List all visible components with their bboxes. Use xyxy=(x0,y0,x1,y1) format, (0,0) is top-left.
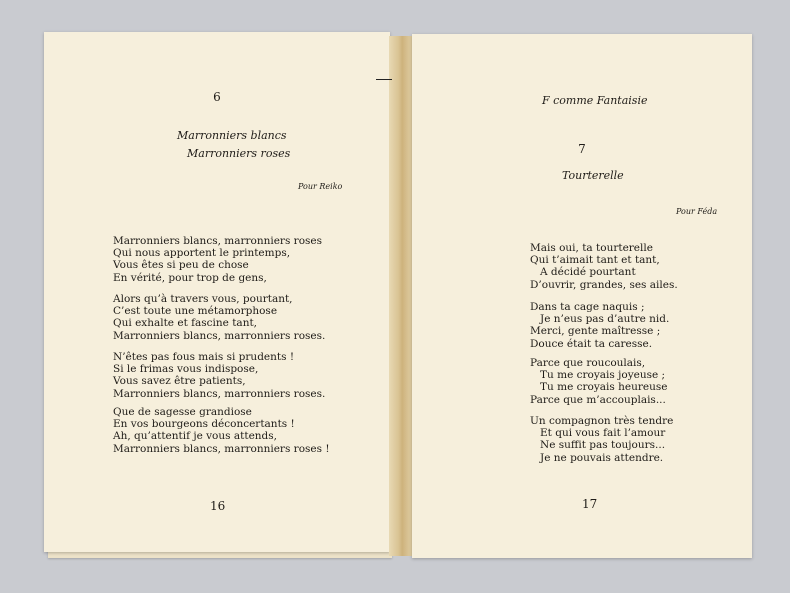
book-gutter xyxy=(389,36,413,556)
poem-number: 7 xyxy=(578,142,586,156)
dedication: Pour Féda xyxy=(676,207,718,216)
crop-mark xyxy=(376,79,392,80)
stanza-2: Dans ta cage naquis ; Je n’eus pas d’autre nid. Merci, gente maîtresse ; Douce était ta caresse. xyxy=(530,301,670,350)
poem-title-line-1: Marronniers blancs xyxy=(177,129,287,142)
stanza-3: N’êtes pas fous mais si prudents ! Si le frimas vous indispose, Vous savez être patients, Marronniers blancs, marronniers roses. xyxy=(113,351,326,400)
stanza-1: Mais oui, ta tourterelle Qui t’aimait tant et tant, A décidé pourtant D’ouvrir, grandes, ses ailes. xyxy=(530,242,678,291)
stanza-1: Marronniers blancs, marronniers roses Qui nous apportent le printemps, Vous êtes si peu de chose En vérité, pour trop de gens, xyxy=(113,235,323,284)
poem-title: Tourterelle xyxy=(562,169,624,182)
poem-number: 6 xyxy=(213,90,221,104)
dedication: Pour Reiko xyxy=(298,182,343,191)
page-number: 17 xyxy=(582,497,598,511)
stanza-4: Un compagnon très tendre Et qui vous fait l’amour Ne suffit pas toujours... Je ne pouvais attendre. xyxy=(530,415,674,464)
poem-title-line-2: Marronniers roses xyxy=(187,147,291,160)
stanza-4: Que de sagesse grandiose En vos bourgeons déconcertants ! Ah, qu’attentif je vous attends, Marronniers blancs, marronniers roses ! xyxy=(113,406,330,455)
stanza-2: Alors qu’à travers vous, pourtant, C’est toute une métamorphose Qui exhalte et fascine tant, Marronniers blancs, marronniers roses. xyxy=(113,293,326,342)
right-page xyxy=(412,34,752,558)
left-page xyxy=(44,32,390,552)
section-title: F comme Fantaisie xyxy=(542,94,648,107)
stanza-3: Parce que roucoulais, Tu me croyais joyeuse ; Tu me croyais heureuse Parce que m’accouplais... xyxy=(530,357,668,406)
page-number: 16 xyxy=(210,499,226,513)
